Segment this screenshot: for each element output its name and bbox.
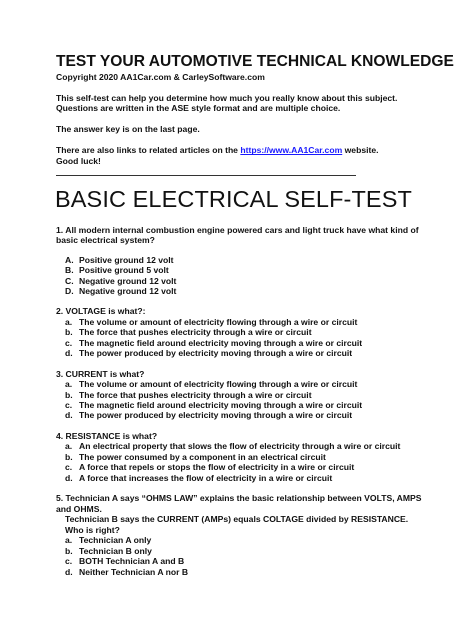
question-text: Technician B says the CURRENT (AMPs) equals COLTAGE divided by RESISTANCE. (65, 514, 409, 525)
aa1car-link[interactable]: https://www.AA1Car.com (240, 145, 343, 156)
answer-option: b. The force that pushes electricity through a wire or circuit (65, 389, 312, 400)
links-text-before: There are also links to related articles on the (56, 145, 241, 156)
question-text: 4. RESISTANCE is what? (56, 430, 158, 441)
answer-option: c. The magnetic field around electricity moving through a wire or circuit (65, 337, 363, 348)
answer-option: B. Positive ground 5 volt (65, 265, 169, 276)
document-page (55, 52, 454, 577)
answer-options (56, 317, 426, 359)
answer-option: D. Negative ground 12 volt (65, 285, 177, 296)
answer-option: d. Neither Technician A nor B (65, 566, 189, 577)
question-text: 1. All modern internal combustion engine powered cars and light truck have what kind of (56, 224, 419, 235)
answer-option: d. The power produced by electricity moving through a wire or circuit (65, 410, 353, 421)
intro-paragraph (56, 93, 426, 114)
horizontal-divider (56, 175, 356, 176)
question-text: 5. Technician A says “OHMS LAW” explains the basic relationship between VOLTS, AMPS (56, 493, 422, 504)
answer-option: A. Positive ground 12 volt (65, 254, 174, 265)
question-1 (56, 225, 426, 297)
answer-option: a. Technician A only (65, 535, 152, 546)
answer-option: b. The power consumed by a component in an electrical circuit (65, 451, 326, 462)
good-luck-line: Good luck! (56, 155, 101, 166)
document-title: TEST YOUR AUTOMOTIVE TECHNICAL KNOWLEDGE (56, 53, 454, 70)
answer-options (56, 535, 426, 577)
links-text-after: website. (342, 145, 379, 156)
question-text: 2. VOLTAGE is what?: (56, 306, 146, 317)
question-3 (56, 369, 426, 421)
answer-option: a. The volume or amount of electricity flowing through a wire or circuit (65, 379, 358, 390)
question-text: basic electrical system? (56, 235, 155, 246)
section-title: BASIC ELECTRICAL SELF-TEST (55, 185, 412, 212)
answer-option: a. An electrical property that slows the flow of electricity through a wire or circuit (65, 441, 401, 452)
answer-key-note: The answer key is on the last page. (56, 123, 200, 134)
question-text: Who is right? (65, 524, 120, 535)
answer-option: C. Negative ground 12 volt (65, 275, 177, 286)
question-5 (56, 493, 426, 577)
links-paragraph (56, 145, 426, 166)
intro-line: This self-test can help you determine how much you really know about this subject. (56, 92, 398, 103)
question-2 (56, 306, 426, 358)
copyright-line: Copyright 2020 AA1Car.com & CarleySoftware.com (56, 72, 265, 82)
answer-options (56, 379, 426, 421)
question-text: 3. CURRENT is what? (56, 368, 145, 379)
answer-option: c. The magnetic field around electricity moving through a wire or circuit (65, 400, 363, 410)
answer-option: a. The volume or amount of electricity flowing through a wire or circuit (65, 316, 358, 327)
answer-option: c. BOTH Technician A and B (65, 556, 185, 567)
answer-options (56, 255, 426, 297)
question-text: and OHMS. (56, 503, 102, 514)
answer-options (56, 441, 426, 483)
answer-option: b. Technician B only (65, 545, 152, 556)
answer-option: b. The force that pushes electricity through a wire or circuit (65, 327, 312, 338)
answer-option: d. The power produced by electricity moving through a wire or circuit (65, 348, 353, 359)
answer-option: c. A force that repels or stops the flow of electricity in a wire or circuit (65, 462, 355, 473)
answer-option: d. A force that increases the flow of electricity in a wire or circuit (65, 472, 333, 483)
question-4 (56, 431, 426, 483)
links-line (56, 145, 426, 156)
intro-line: Questions are written in the ASE style format and are multiple choice. (56, 103, 341, 114)
